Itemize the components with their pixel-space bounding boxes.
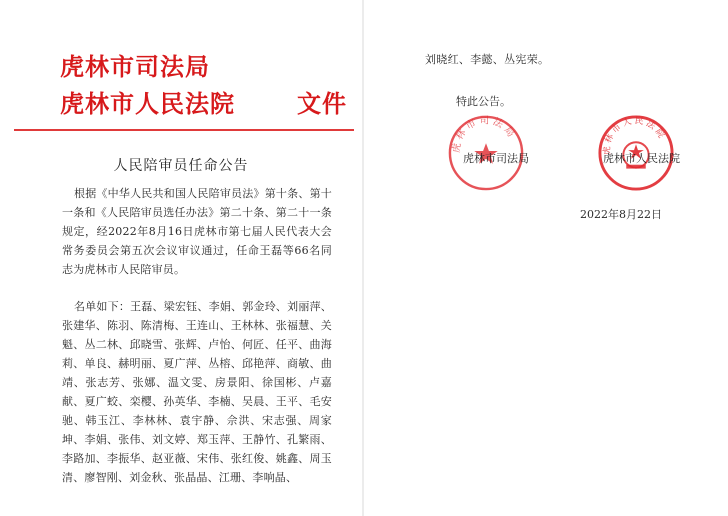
svg-text:虎林市人民法院 — [601, 114, 668, 155]
closing-statement: 特此公告。 — [456, 95, 511, 108]
announcement-title: 人民陪审员任命公告 — [113, 158, 249, 174]
document-word: 文件 — [297, 90, 347, 118]
issuer-name-justice-bureau: 虎林市司法局 — [60, 53, 210, 81]
red-header-rule — [14, 129, 354, 131]
right-page — [364, 0, 728, 516]
signatory-justice-bureau: 虎林市司法局 — [463, 152, 529, 165]
signatory-court: 虎林市人民法院 — [603, 152, 680, 165]
names-list-continued: 刘晓红、李懿、丛宪荣。 — [425, 53, 550, 66]
seal-2-text: 虎林市人民法院 — [602, 116, 668, 156]
issuer-name-court — [60, 84, 347, 119]
announcement-date: 2022年8月22日 — [580, 208, 662, 221]
issuer-court-label: 虎林市人民法院 — [60, 90, 235, 118]
svg-text:虎林市司法局 — [449, 114, 518, 153]
announcement-paragraph-names: 名单如下：王磊、梁宏钰、李娟、郭金玲、刘丽萍、张建华、陈羽、陈清梅、王连山、王林林、张福慧、关魁、丛二林、邱晓雪、张辉、卢怡、何匠、任平、曲海莉、单良、赫明丽、夏广萍、丛榕、邱艳萍、商敏、曲靖、张志芳、张娜、温文雯、房景阳、徐国彬、卢嘉献、夏广蛟、栾樱、孙英华、李楠、吴晨、王平、毛安驰、韩玉江、李林林、袁宇静、佘洪、宋志强、周家坤、李娟、张伟、刘文婷、郑玉萍、王静竹、孔繁雨、李路加、李振华、赵亚薇、宋伟、张红俊、姚鑫、周玉清、廖智刚、刘金秋、张晶晶、江珊、李响晶、 — [62, 300, 332, 484]
seal-1-text: 虎林市司法局 — [451, 115, 518, 154]
announcement-paragraph-basis: 根据《中华人民共和国人民陪审员法》第十条、第十一条和《人民陪审员选任办法》第二十条、第二十一条规定，经2022年8月16日虎林市第七届人民代表大会常务委员会第五次会议审议通过，任命王磊等66名同志为虎林市人民陪审员。 — [62, 187, 332, 276]
